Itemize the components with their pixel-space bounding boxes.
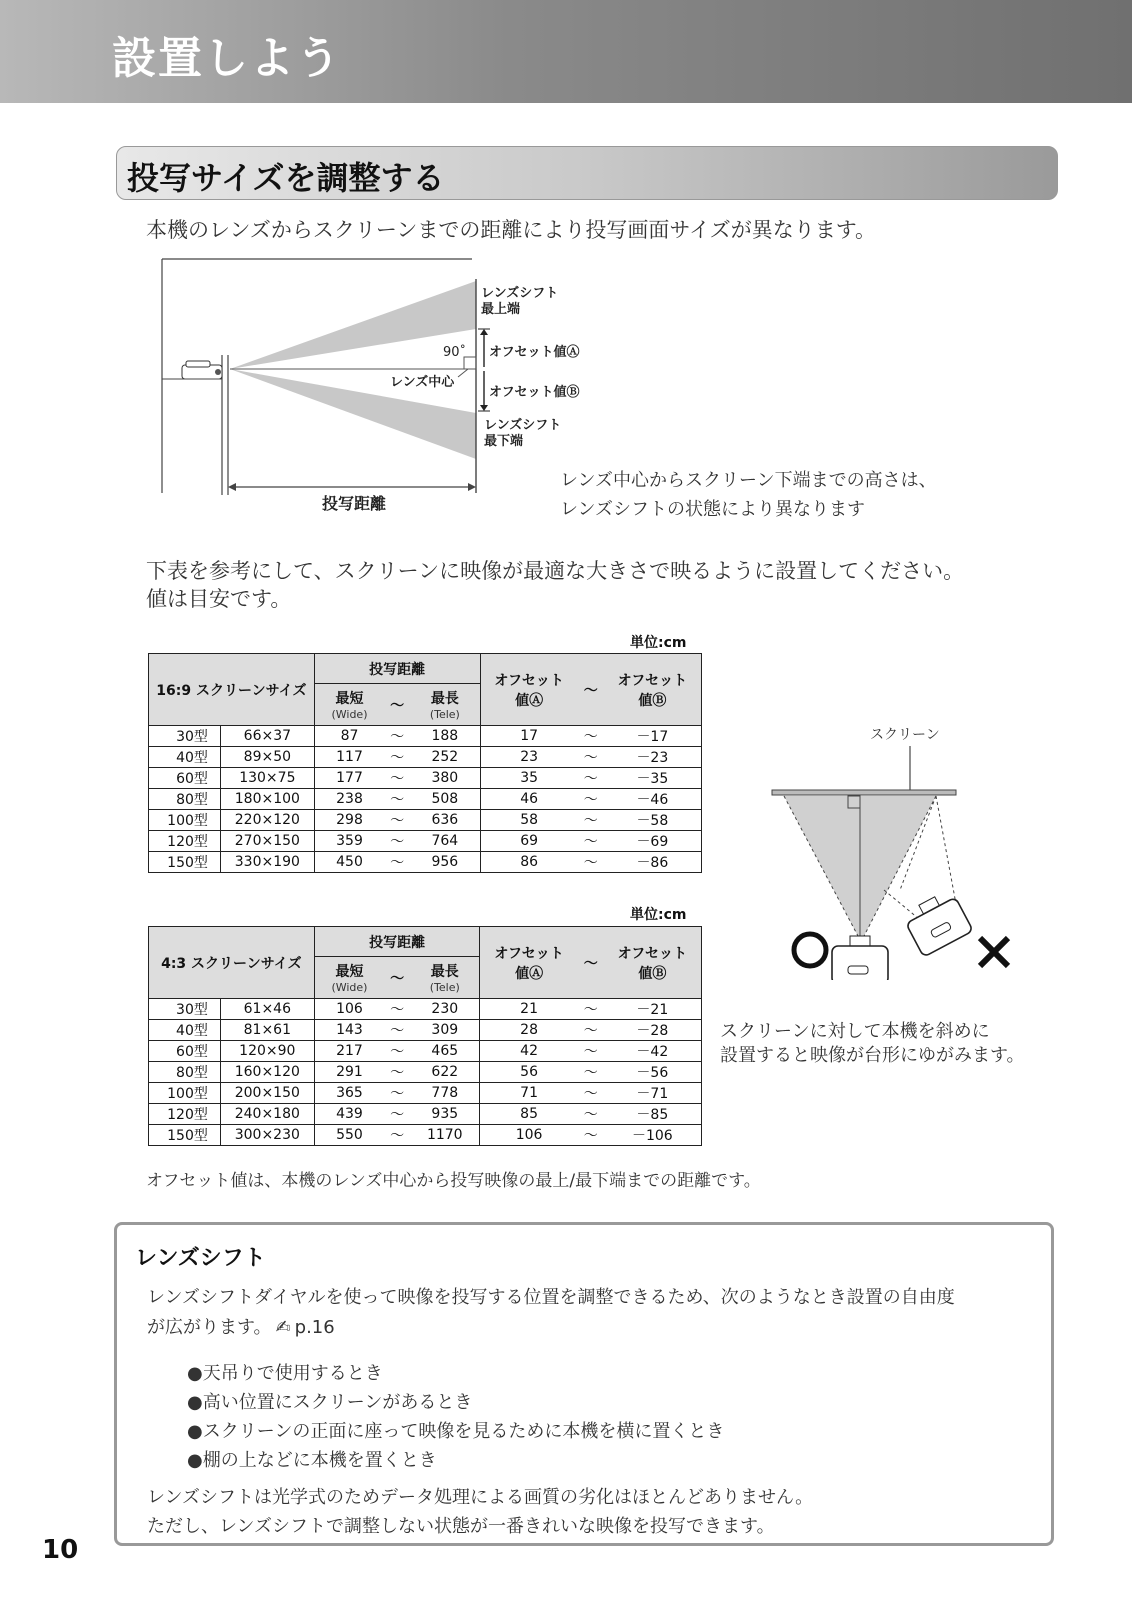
value-cell: 238 — [314, 789, 384, 810]
size-cell: 100型 — [149, 810, 221, 831]
label-lens-center: レンズ中心 — [390, 375, 455, 390]
value-cell: ～ — [578, 789, 604, 810]
value-cell: ～ — [384, 789, 410, 810]
value-cell: －85 — [604, 1104, 702, 1125]
size-cell: 60型 — [149, 768, 221, 789]
table-row — [149, 852, 702, 873]
dimension-cell: 180×100 — [220, 789, 314, 810]
header-offset-a: オフセット 値Ⓐ — [480, 654, 578, 726]
table-row — [149, 999, 702, 1020]
value-cell: ～ — [578, 831, 604, 852]
circle-ok-icon — [790, 930, 830, 970]
value-cell: 764 — [410, 831, 480, 852]
value-cell: －35 — [604, 768, 702, 789]
unit-label-169: 単位:cm — [630, 635, 687, 651]
header-long: 最長 (Tele) — [410, 957, 480, 999]
label-offset-a: オフセット値Ⓐ — [489, 345, 580, 360]
dimension-cell: 300×230 — [220, 1125, 314, 1146]
section-title: 投写サイズを調整する — [127, 159, 445, 197]
lens-shift-text-1: レンズシフトダイヤルを使って映像を投写する位置を調整できるため、次のようなとき設置の自由度 — [147, 1287, 955, 1308]
value-cell: 86 — [480, 852, 578, 873]
header-tilde: ～ — [384, 684, 410, 726]
lens-shift-box — [114, 1222, 1054, 1546]
value-cell: 87 — [314, 726, 384, 747]
page-ref-link[interactable]: p.16 — [294, 1317, 335, 1338]
value-cell: ～ — [578, 810, 604, 831]
size-cell: 60型 — [149, 1041, 221, 1062]
value-cell: ～ — [578, 999, 604, 1020]
value-cell: －17 — [604, 726, 702, 747]
value-cell: 380 — [410, 768, 480, 789]
table-169-title: 16:9 スクリーンサイズ — [149, 654, 315, 726]
value-cell: 309 — [410, 1020, 480, 1041]
section-heading — [116, 146, 1058, 200]
dimension-cell: 330×190 — [220, 852, 314, 873]
value-cell: －69 — [604, 831, 702, 852]
value-cell: 465 — [410, 1041, 480, 1062]
value-cell: 46 — [480, 789, 578, 810]
header-short: 最短 (Wide) — [314, 684, 384, 726]
label-throw-distance: 投写距離 — [322, 494, 387, 513]
dimension-cell: 200×150 — [220, 1083, 314, 1104]
unit-label-43: 単位:cm — [630, 907, 687, 923]
dimension-cell: 89×50 — [220, 747, 314, 768]
projector-front-icon — [832, 936, 888, 980]
value-cell: 956 — [410, 852, 480, 873]
projector-angled-icon — [901, 888, 973, 957]
value-cell: －23 — [604, 747, 702, 768]
value-cell: 439 — [314, 1104, 384, 1125]
reference-pencil-icon: ✍ — [275, 1317, 291, 1338]
table-row — [149, 747, 702, 768]
header-long: 最長 (Tele) — [410, 684, 480, 726]
header-offset-b: オフセット 値Ⓑ — [604, 927, 702, 999]
value-cell: 23 — [480, 747, 578, 768]
value-cell: ～ — [384, 1041, 410, 1062]
size-cell: 120型 — [149, 831, 221, 852]
upper-beam — [230, 281, 476, 369]
table-note: オフセット値は、本機のレンズ中心から投写映像の最上/最下端までの距離です。 — [146, 1171, 761, 1191]
size-cell: 120型 — [149, 1104, 221, 1125]
value-cell: ～ — [578, 1041, 604, 1062]
table-row — [149, 726, 702, 747]
intro-text: 本機のレンズからスクリーンまでの距離により投写画面サイズが異なります。 — [146, 218, 877, 242]
dimension-cell: 66×37 — [220, 726, 314, 747]
value-cell: ～ — [578, 1020, 604, 1041]
value-cell: 106 — [314, 999, 384, 1020]
header-offset-b: オフセット 値Ⓑ — [604, 654, 702, 726]
value-cell: ～ — [578, 768, 604, 789]
value-cell: 42 — [480, 1041, 578, 1062]
value-cell: 298 — [314, 810, 384, 831]
value-cell: 778 — [410, 1083, 480, 1104]
value-cell: 450 — [314, 852, 384, 873]
value-cell: 622 — [410, 1062, 480, 1083]
label-lens-shift-bottom: レンズシフト 最下端 — [484, 418, 562, 449]
value-cell: 58 — [480, 810, 578, 831]
table-row — [149, 1083, 702, 1104]
value-cell: 1170 — [410, 1125, 480, 1146]
bullet-item: ●天吊りで使用するとき — [187, 1363, 383, 1384]
value-cell: ～ — [384, 1020, 410, 1041]
value-cell: ～ — [384, 768, 410, 789]
value-cell: －106 — [604, 1125, 702, 1146]
value-cell: ～ — [384, 999, 410, 1020]
value-cell: 143 — [314, 1020, 384, 1041]
value-cell: －21 — [604, 999, 702, 1020]
value-cell: 117 — [314, 747, 384, 768]
screen-label: スクリーン — [870, 727, 940, 743]
dimension-cell: 130×75 — [220, 768, 314, 789]
value-cell: 508 — [410, 789, 480, 810]
value-cell: 35 — [480, 768, 578, 789]
page-number: 10 — [42, 1535, 79, 1565]
value-cell: 291 — [314, 1062, 384, 1083]
label-lens-shift-top: レンズシフト 最上端 — [481, 286, 559, 317]
header-tilde: ～ — [578, 654, 604, 726]
value-cell: 56 — [480, 1062, 578, 1083]
bullet-item: ●高い位置にスクリーンがあるとき — [187, 1392, 473, 1413]
value-cell: ～ — [384, 1104, 410, 1125]
header-tilde: ～ — [578, 927, 604, 999]
value-cell: 21 — [480, 999, 578, 1020]
size-cell: 30型 — [149, 726, 221, 747]
header-band — [0, 0, 1132, 103]
value-cell: 365 — [314, 1083, 384, 1104]
table-row — [149, 1062, 702, 1083]
dimension-cell: 220×120 — [220, 810, 314, 831]
keystone-note: スクリーンに対して本機を斜めに 設置すると映像が台形にゆがみます。 — [720, 1021, 1025, 1066]
table-43-title: 4:3 スクリーンサイズ — [149, 927, 315, 999]
value-cell: ～ — [384, 831, 410, 852]
guide-text: 下表を参考にして、スクリーンに映像が最適な大きさで映るように設置してください。 値は目安です。 — [146, 559, 965, 611]
dimension-cell: 160×120 — [220, 1062, 314, 1083]
header-distance: 投写距離 — [314, 927, 480, 957]
value-cell: －46 — [604, 789, 702, 810]
value-cell: ～ — [578, 726, 604, 747]
table-row — [149, 810, 702, 831]
table-row — [149, 1125, 702, 1146]
header-short: 最短 (Wide) — [314, 957, 384, 999]
size-cell: 40型 — [149, 747, 221, 768]
value-cell: －86 — [604, 852, 702, 873]
size-cell: 40型 — [149, 1020, 221, 1041]
value-cell: －58 — [604, 810, 702, 831]
lens-shift-footer-2: ただし、レンズシフトで調整しない状態が一番きれいな映像を投写できます。 — [147, 1516, 775, 1537]
dimension-cell: 61×46 — [220, 999, 314, 1020]
value-cell: ～ — [578, 747, 604, 768]
value-cell: 69 — [480, 831, 578, 852]
value-cell: ～ — [384, 747, 410, 768]
value-cell: 217 — [314, 1041, 384, 1062]
header-tilde: ～ — [384, 957, 410, 999]
size-cell: 80型 — [149, 789, 221, 810]
size-cell: 30型 — [149, 999, 221, 1020]
value-cell: 85 — [480, 1104, 578, 1125]
value-cell: 177 — [314, 768, 384, 789]
value-cell: ～ — [578, 852, 604, 873]
table-4-3 — [148, 926, 702, 1146]
value-cell: －42 — [604, 1041, 702, 1062]
value-cell: 550 — [314, 1125, 384, 1146]
table-row — [149, 1020, 702, 1041]
diagram-note: レンズ中心からスクリーン下端までの高さは、 レンズシフトの状態により異なります — [560, 470, 937, 520]
lens-shift-text-2: が広がります。 ✍ p.16 — [147, 1317, 335, 1338]
dimension-cell: 81×61 — [220, 1020, 314, 1041]
table-16-9 — [148, 653, 702, 873]
dimension-cell: 120×90 — [220, 1041, 314, 1062]
value-cell: 935 — [410, 1104, 480, 1125]
table-row — [149, 1104, 702, 1125]
value-cell: ～ — [384, 726, 410, 747]
value-cell: ～ — [384, 1125, 410, 1146]
value-cell: 252 — [410, 747, 480, 768]
value-cell: ～ — [578, 1125, 604, 1146]
size-cell: 80型 — [149, 1062, 221, 1083]
size-cell: 150型 — [149, 852, 221, 873]
value-cell: ～ — [578, 1104, 604, 1125]
value-cell: 106 — [480, 1125, 578, 1146]
value-cell: ～ — [384, 1083, 410, 1104]
value-cell: －56 — [604, 1062, 702, 1083]
bullet-item: ●スクリーンの正面に座って映像を見るために本機を横に置くとき — [187, 1421, 725, 1442]
label-offset-b: オフセット値Ⓑ — [489, 385, 580, 400]
value-cell: －71 — [604, 1083, 702, 1104]
value-cell: 636 — [410, 810, 480, 831]
value-cell: 28 — [480, 1020, 578, 1041]
table-row — [149, 789, 702, 810]
dimension-cell: 270×150 — [220, 831, 314, 852]
value-cell: ～ — [578, 1062, 604, 1083]
value-cell: 230 — [410, 999, 480, 1020]
size-cell: 100型 — [149, 1083, 221, 1104]
value-cell: 71 — [480, 1083, 578, 1104]
size-cell: 150型 — [149, 1125, 221, 1146]
table-row — [149, 768, 702, 789]
value-cell: －28 — [604, 1020, 702, 1041]
table-row — [149, 831, 702, 852]
value-cell: ～ — [384, 852, 410, 873]
header-offset-a: オフセット 値Ⓐ — [480, 927, 578, 999]
value-cell: 188 — [410, 726, 480, 747]
cross-ng-icon — [976, 934, 1012, 970]
dimension-cell: 240×180 — [220, 1104, 314, 1125]
value-cell: ～ — [578, 1083, 604, 1104]
page-header-title: 設置しよう — [112, 33, 342, 84]
value-cell: 17 — [480, 726, 578, 747]
label-90deg: 90˚ — [443, 345, 467, 360]
value-cell: ～ — [384, 1062, 410, 1083]
value-cell: ～ — [384, 810, 410, 831]
table-row — [149, 1041, 702, 1062]
projector-icon — [182, 361, 222, 379]
value-cell: 359 — [314, 831, 384, 852]
lens-shift-footer-1: レンズシフトは光学式のためデータ処理による画質の劣化はほとんどありません。 — [147, 1487, 814, 1508]
bullet-item: ●棚の上などに本機を置くとき — [187, 1450, 437, 1471]
header-distance: 投写距離 — [314, 654, 480, 684]
lens-shift-title: レンズシフト — [135, 1246, 266, 1271]
